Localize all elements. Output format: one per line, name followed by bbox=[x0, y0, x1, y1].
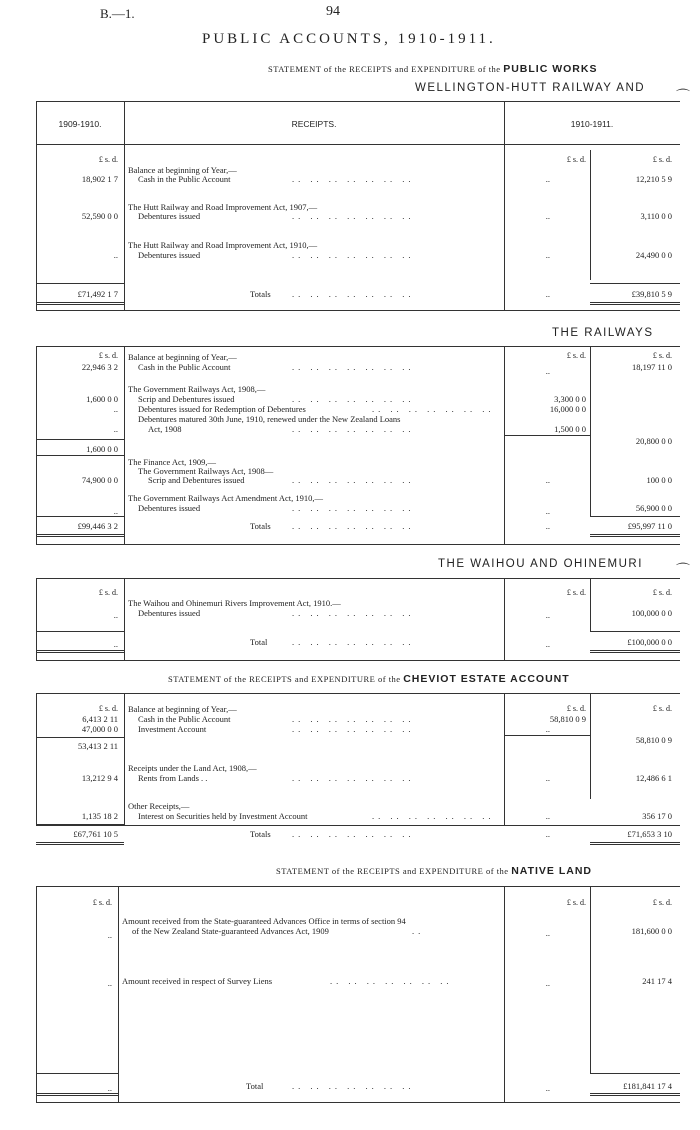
s3-bottom-rule bbox=[36, 660, 680, 661]
s2-col-divider-2 bbox=[504, 346, 505, 544]
s1-statement-bold: PUBLIC WORKS bbox=[503, 63, 598, 75]
s4-balance-prev1: 6,413 2 11 bbox=[82, 714, 118, 724]
s4-other-prev: 1,135 18 2 bbox=[81, 811, 118, 821]
s1-col-receipts: RECEIPTS. bbox=[291, 119, 337, 129]
s2-act1-item2: Debentures issued for Redemption of Debentures bbox=[138, 404, 306, 414]
s2-act1-outer: 20,800 0 0 bbox=[635, 436, 672, 446]
s1-col-curr: 1910-1911. bbox=[570, 119, 614, 129]
s4-land-head: Receipts under the Land Act, 1908,— bbox=[128, 763, 257, 773]
s3-col-divider-2 bbox=[504, 578, 505, 660]
s1-total-double-outer bbox=[590, 302, 680, 305]
s4-land-prev: 13,212 9 4 bbox=[81, 773, 118, 783]
s5-row1-line2: of the New Zealand State-guaranteed Advances Act, 1909 bbox=[132, 926, 329, 936]
s1-row1-head: Balance at beginning of Year,— bbox=[128, 165, 237, 175]
s5-left-border bbox=[36, 886, 37, 1102]
s4-land-inner: .. bbox=[545, 773, 550, 783]
s2-lsd-outer: £ s. d. bbox=[652, 351, 672, 360]
s5-totals-dots: .. .. .. .. .. .. .. bbox=[292, 1081, 415, 1091]
s5-totals-inner: .. bbox=[545, 1083, 550, 1093]
s4-balance-item2: Investment Account bbox=[138, 724, 207, 734]
s1-row2-outer: 3,110 0 0 bbox=[640, 211, 672, 221]
s5-row2-line: Amount received in respect of Survey Liens bbox=[122, 976, 273, 986]
s1-row2-dots: .. .. .. .. .. .. .. bbox=[292, 211, 415, 221]
s3-totals-prev: .. bbox=[113, 639, 118, 649]
s1-bottom-rule bbox=[36, 310, 680, 311]
s1-row3-item: Debentures issued bbox=[138, 250, 201, 260]
s4-top-rule bbox=[36, 693, 680, 694]
s2-lsd-inner: £ s. d. bbox=[566, 351, 586, 360]
s4-balance-inner1: 58,810 0 9 bbox=[549, 714, 586, 724]
s3-col-divider-1 bbox=[124, 578, 125, 660]
s2-act1-subtotal-rule bbox=[36, 455, 124, 456]
s1-col-divider-3 bbox=[590, 150, 591, 280]
s3-inner: .. bbox=[545, 610, 550, 620]
s3-dots: .. .. .. .. .. .. .. bbox=[292, 608, 415, 618]
s4-statement-bold: CHEVIOT ESTATE ACCOUNT bbox=[403, 673, 570, 685]
s5-bottom-rule bbox=[36, 1102, 680, 1103]
s1-col-divider-2 bbox=[504, 101, 505, 310]
page-title: PUBLIC ACCOUNTS, 1910-1911. bbox=[202, 31, 496, 47]
s5-sum-rule-prev bbox=[36, 1073, 118, 1074]
s4-totals-label: Totals bbox=[250, 829, 271, 839]
s2-act1-inner1: 3,300 0 0 bbox=[554, 394, 586, 404]
s5-row1-dots: .. bbox=[412, 926, 425, 936]
s3-outer: 100,000 0 0 bbox=[631, 608, 672, 618]
s5-totals-outer: £181,841 17 4 bbox=[623, 1081, 672, 1091]
s2-act1-inner-rule bbox=[504, 435, 590, 436]
s2-balance-inner: .. bbox=[545, 366, 550, 376]
s1-lsd-outer: £ s. d. bbox=[652, 155, 672, 164]
s1-header-rule bbox=[36, 144, 680, 145]
s3-total-double-outer bbox=[590, 650, 680, 653]
s1-continuation-mark: ⌒ bbox=[676, 90, 690, 105]
s4-other-head: Other Receipts,— bbox=[128, 801, 190, 811]
s3-col-divider-3 bbox=[590, 578, 591, 632]
s5-totals-label: Total bbox=[246, 1081, 264, 1091]
s4-other-item: Interest on Securities held by Investment Account bbox=[138, 811, 308, 821]
s2-act1-item4: Act, 1908 bbox=[148, 424, 182, 434]
s1-left-border bbox=[36, 101, 37, 310]
s2-balance-dots: .. .. .. .. .. .. .. bbox=[292, 362, 415, 372]
s4-total-double-outer bbox=[590, 842, 680, 845]
s1-row1-prev: 18,902 1 7 bbox=[81, 174, 118, 184]
s3-sum-rule-prev bbox=[36, 631, 124, 632]
s1-row1-item: Cash in the Public Account bbox=[138, 174, 231, 184]
s2-act1-prev2: .. bbox=[113, 404, 118, 414]
s5-col-divider-1 bbox=[118, 886, 119, 1102]
s3-lsd-outer: £ s. d. bbox=[652, 588, 672, 597]
s3-top-rule bbox=[36, 578, 680, 579]
s4-other-outer: 356 17 0 bbox=[642, 811, 672, 821]
s5-row2-outer: 241 17 4 bbox=[642, 976, 672, 986]
s5-top-rule bbox=[36, 886, 680, 887]
s5-lsd-prev: £ s. d. bbox=[92, 898, 112, 907]
s2-act2-prev: 74,900 0 0 bbox=[81, 475, 118, 485]
s5-statement-text: STATEMENT of the RECEIPTS and EXPENDITURE of the bbox=[276, 866, 509, 876]
s2-act2-head: The Finance Act, 1909,— bbox=[128, 457, 217, 467]
s4-balance-outer: 58,810 0 9 bbox=[635, 735, 672, 745]
s4-balance-inner2: .. bbox=[545, 724, 550, 734]
s2-act1-item1: Scrip and Debentures issued bbox=[138, 394, 235, 404]
s1-row3-head: The Hutt Railway and Road Improvement Act, 1910,— bbox=[128, 240, 318, 250]
s2-totals-label: Totals bbox=[250, 521, 271, 531]
s1-col-prev: 1909-1910. bbox=[58, 119, 102, 129]
s1-sum-rule-prev bbox=[36, 283, 124, 284]
s2-title: THE RAILWAYS bbox=[552, 327, 654, 339]
s5-lsd-inner: £ s. d. bbox=[566, 898, 586, 907]
s4-balance-inner-rule bbox=[504, 735, 590, 736]
s1-subtitle: WELLINGTON-HUTT RAILWAY AND bbox=[415, 82, 646, 94]
s2-act3-inner: .. bbox=[545, 506, 550, 516]
s4-land-item: Rents from Lands . . bbox=[138, 773, 208, 783]
s3-totals-label: Total bbox=[250, 637, 268, 647]
s2-act2-inner: .. bbox=[545, 475, 550, 485]
s4-land-dots: .. .. .. .. .. .. .. bbox=[292, 773, 415, 783]
s1-sum-rule-outer bbox=[590, 283, 680, 284]
s2-act1-prev-subtotal: 1,600 0 0 bbox=[86, 444, 118, 454]
s2-totals-dots: .. .. .. .. .. .. .. bbox=[292, 521, 415, 531]
s2-act3-dots: .. .. .. .. .. .. .. bbox=[292, 503, 415, 513]
s1-statement bbox=[268, 63, 597, 75]
s3-totals-dots: .. .. .. .. .. .. .. bbox=[292, 637, 415, 647]
s3-totals-outer: £100,000 0 0 bbox=[627, 637, 672, 647]
s2-balance-prev: 22,946 3 2 bbox=[81, 362, 118, 372]
s4-statement-text: STATEMENT of the RECEIPTS and EXPENDITURE of the bbox=[168, 674, 401, 684]
s5-total-double-prev bbox=[36, 1093, 118, 1096]
s2-top-rule bbox=[36, 346, 680, 347]
s3-sum-rule-outer bbox=[590, 631, 680, 632]
s1-totals-label: Totals bbox=[250, 289, 271, 299]
s1-row3-prev: .. bbox=[113, 250, 118, 260]
s5-row1-outer: 181,600 0 0 bbox=[631, 926, 672, 936]
s1-row1-dots: .. .. .. .. .. .. .. bbox=[292, 174, 415, 184]
s2-totals-prev: £99,446 3 2 bbox=[77, 521, 118, 531]
s2-act1-item3: Debentures matured 30th June, 1910, renewed under the New Zealand Loans bbox=[138, 414, 401, 424]
s3-prev: .. bbox=[113, 610, 118, 620]
s3-item: Debentures issued bbox=[138, 608, 201, 618]
s3-lsd-prev: £ s. d. bbox=[98, 588, 118, 597]
s2-act3-head: The Government Railways Act Amendment Act, 1910,— bbox=[128, 493, 323, 503]
s1-totals-prev: £71,492 1 7 bbox=[77, 289, 118, 299]
s2-act1-inner4: 1,500 0 0 bbox=[554, 424, 586, 434]
s2-totals-outer: £95,997 11 0 bbox=[627, 521, 672, 531]
s1-row2-head: The Hutt Railway and Road Improvement Act, 1907,— bbox=[128, 202, 318, 212]
s2-act1-prev-rule bbox=[36, 439, 124, 440]
s3-head: The Waihou and Ohinemuri Rivers Improvement Act, 1910.— bbox=[128, 598, 341, 608]
s5-sum-rule-outer bbox=[590, 1073, 680, 1074]
s4-lsd-prev: £ s. d. bbox=[98, 704, 118, 713]
s2-lsd-prev: £ s. d. bbox=[98, 351, 118, 360]
s2-act2-item: Scrip and Debentures issued bbox=[148, 475, 245, 485]
s2-left-border bbox=[36, 346, 37, 544]
s5-row1-inner: .. bbox=[545, 928, 550, 938]
s4-totals-outer: £71,653 3 10 bbox=[627, 829, 672, 839]
s2-bottom-rule bbox=[36, 544, 680, 545]
s2-act1-head: The Government Railways Act, 1908,— bbox=[128, 384, 266, 394]
s4-col-divider-3 bbox=[590, 693, 591, 799]
s1-totals-inner: .. bbox=[545, 289, 550, 299]
s1-col-divider-1 bbox=[124, 101, 125, 310]
s4-balance-item2-dots: .. .. .. .. .. .. .. bbox=[292, 724, 415, 734]
s4-totals-inner: .. bbox=[545, 829, 550, 839]
s4-left-border bbox=[36, 693, 37, 825]
s2-total-double-outer bbox=[590, 534, 680, 537]
s1-top-rule bbox=[36, 101, 680, 102]
s4-totals-dots: .. .. .. .. .. .. .. bbox=[292, 829, 415, 839]
s4-balance-prev-rule bbox=[36, 737, 124, 738]
s2-act1-inner2: 16,000 0 0 bbox=[549, 404, 586, 414]
s4-statement bbox=[168, 673, 570, 685]
s2-act3-item: Debentures issued bbox=[138, 503, 201, 513]
s5-row2-prev: .. bbox=[107, 978, 112, 988]
s3-lsd-inner: £ s. d. bbox=[566, 588, 586, 597]
s2-act1-item2-dots: .. .. .. .. .. .. .. bbox=[372, 404, 495, 414]
s5-totals-prev: .. bbox=[107, 1083, 112, 1093]
s4-sum-rule-prev bbox=[36, 824, 124, 825]
s4-balance-item1: Cash in the Public Account bbox=[138, 714, 231, 724]
s1-row1-outer: 12,210 5 9 bbox=[635, 174, 672, 184]
s2-sum-rule-outer bbox=[590, 516, 680, 517]
s2-sum-rule-prev bbox=[36, 516, 124, 517]
s2-totals-inner: .. bbox=[545, 521, 550, 531]
s5-row1-prev: .. bbox=[107, 930, 112, 940]
s2-col-divider-3 bbox=[590, 346, 591, 516]
s4-balance-prev-subtotal: 53,413 2 11 bbox=[77, 741, 118, 751]
s1-total-double-prev bbox=[36, 302, 124, 305]
s2-balance-item: Cash in the Public Account bbox=[138, 362, 231, 372]
page-number: 94 bbox=[326, 4, 340, 19]
s2-act2-outer: 100 0 0 bbox=[646, 475, 672, 485]
s2-balance-head: Balance at beginning of Year,— bbox=[128, 352, 237, 362]
s4-balance-item1-dots: .. .. .. .. .. .. .. bbox=[292, 714, 415, 724]
s1-row2-item: Debentures issued bbox=[138, 211, 201, 221]
s4-land-outer: 12,486 6 1 bbox=[635, 773, 672, 783]
s5-row1-line1: Amount received from the State-guaranteed Advances Office in terms of section 94 bbox=[122, 916, 406, 926]
s5-lsd-outer: £ s. d. bbox=[652, 898, 672, 907]
s1-totals-outer: £39,810 5 9 bbox=[631, 289, 672, 299]
s2-act1-prev1: 1,600 0 0 bbox=[86, 394, 118, 404]
s1-lsd-prev: £ s. d. bbox=[98, 155, 118, 164]
s4-total-double-prev bbox=[36, 842, 124, 845]
s2-act2-dots: .. .. .. .. .. .. .. bbox=[292, 475, 415, 485]
s4-lsd-outer: £ s. d. bbox=[652, 704, 672, 713]
s2-col-divider-1 bbox=[124, 346, 125, 544]
s2-act1-item4-dots: .. .. .. .. .. .. .. bbox=[292, 424, 415, 434]
s4-bottom-rule bbox=[36, 825, 680, 826]
s1-row2-prev: 52,590 0 0 bbox=[81, 211, 118, 221]
s3-title: THE WAIHOU AND OHINEMURI bbox=[438, 558, 643, 570]
s4-col-divider-2 bbox=[504, 693, 505, 825]
s5-col-divider-3 bbox=[590, 886, 591, 1074]
page-reference: B.—1. bbox=[100, 6, 135, 21]
s4-lsd-inner: £ s. d. bbox=[566, 704, 586, 713]
s1-row3-inner: .. bbox=[545, 250, 550, 260]
s1-statement-text: STATEMENT of the RECEIPTS and EXPENDITURE of the bbox=[268, 64, 501, 74]
s4-balance-head: Balance at beginning of Year,— bbox=[128, 704, 237, 714]
s2-total-double-prev bbox=[36, 534, 124, 537]
s1-row1-inner: .. bbox=[545, 174, 550, 184]
s4-other-inner: .. bbox=[545, 811, 550, 821]
s4-totals-prev: £67,761 10 5 bbox=[73, 829, 118, 839]
s1-lsd-inner: £ s. d. bbox=[566, 155, 586, 164]
s5-row2-dots: .. .. .. .. .. .. .. bbox=[330, 976, 453, 986]
s4-col-divider-1 bbox=[124, 693, 125, 825]
s5-total-double-outer bbox=[590, 1093, 680, 1096]
s1-row2-inner: .. bbox=[545, 211, 550, 221]
s5-statement bbox=[276, 865, 592, 877]
s2-act2-sub: The Government Railways Act, 1908— bbox=[138, 466, 274, 476]
s2-act1-prev4: .. bbox=[113, 424, 118, 434]
s5-statement-bold: NATIVE LAND bbox=[511, 865, 593, 877]
s3-continuation-mark: ⌒ bbox=[676, 564, 690, 579]
s2-balance-outer: 18,197 11 0 bbox=[631, 362, 672, 372]
s3-total-double-prev bbox=[36, 650, 124, 653]
s2-act1-item1-dots: .. .. .. .. .. .. .. bbox=[292, 394, 415, 404]
s5-col-divider-2 bbox=[504, 886, 505, 1102]
s5-row2-inner: .. bbox=[545, 978, 550, 988]
s1-row3-dots: .. .. .. .. .. .. .. bbox=[292, 250, 415, 260]
s3-left-border bbox=[36, 578, 37, 660]
s2-act3-prev: .. bbox=[113, 506, 118, 516]
s1-row3-outer: 24,490 0 0 bbox=[635, 250, 672, 260]
s4-other-dots: .. .. .. .. .. .. .. bbox=[372, 811, 495, 821]
s1-totals-dots: .. .. .. .. .. .. .. bbox=[292, 289, 415, 299]
s2-act3-outer: 56,900 0 0 bbox=[635, 503, 672, 513]
s4-balance-prev2: 47,000 0 0 bbox=[81, 724, 118, 734]
s3-totals-inner: .. bbox=[545, 639, 550, 649]
